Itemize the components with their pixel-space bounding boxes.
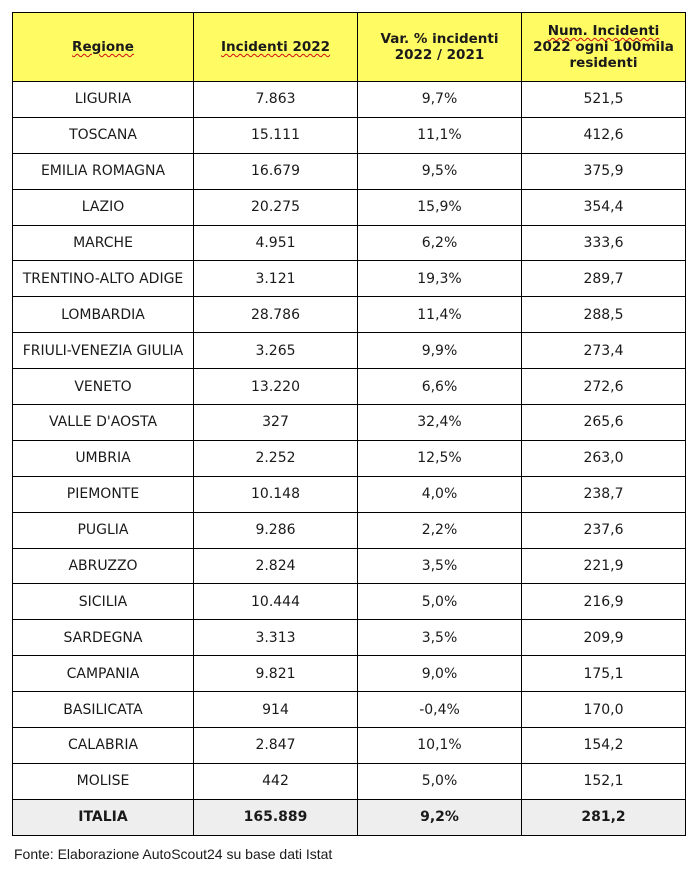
total-regione: ITALIA [13, 799, 194, 835]
table-row [13, 117, 686, 153]
cell-regione: PIEMONTE [13, 476, 194, 512]
cell-var: 3,5% [358, 548, 522, 584]
cell-regione: LOMBARDIA [13, 297, 194, 333]
cell-per100k: 170,0 [522, 692, 686, 728]
cell-var: 11,4% [358, 297, 522, 333]
cell-regione: BASILICATA [13, 692, 194, 728]
cell-incidenti: 9.821 [194, 656, 358, 692]
table-row [13, 620, 686, 656]
cell-regione: CAMPANIA [13, 656, 194, 692]
cell-var: 12,5% [358, 440, 522, 476]
cell-per100k: 238,7 [522, 476, 686, 512]
cell-var: 32,4% [358, 405, 522, 441]
table-row [13, 584, 686, 620]
table-row [13, 297, 686, 333]
cell-regione: LAZIO [13, 189, 194, 225]
header-var-line1: Var. % incidenti [380, 31, 499, 47]
cell-per100k: 175,1 [522, 656, 686, 692]
table-row [13, 261, 686, 297]
cell-var: 10,1% [358, 728, 522, 764]
cell-per100k: 221,9 [522, 548, 686, 584]
cell-var: 5,0% [358, 763, 522, 799]
cell-regione: PUGLIA [13, 512, 194, 548]
cell-incidenti: 327 [194, 405, 358, 441]
cell-incidenti: 10.148 [194, 476, 358, 512]
cell-regione: LIGURIA [13, 82, 194, 118]
cell-incidenti: 9.286 [194, 512, 358, 548]
cell-per100k: 289,7 [522, 261, 686, 297]
header-num-line1: Num. Incidenti [547, 23, 660, 39]
cell-incidenti: 10.444 [194, 584, 358, 620]
cell-per100k: 263,0 [522, 440, 686, 476]
total-row [13, 799, 686, 835]
table-row [13, 476, 686, 512]
cell-regione: VENETO [13, 369, 194, 405]
cell-incidenti: 442 [194, 763, 358, 799]
cell-var: 15,9% [358, 189, 522, 225]
cell-var: -0,4% [358, 692, 522, 728]
cell-incidenti: 7.863 [194, 82, 358, 118]
total-incidenti: 165.889 [194, 799, 358, 835]
cell-incidenti: 3.313 [194, 620, 358, 656]
cell-incidenti: 20.275 [194, 189, 358, 225]
cell-regione: SARDEGNA [13, 620, 194, 656]
cell-per100k: 288,5 [522, 297, 686, 333]
cell-per100k: 265,6 [522, 405, 686, 441]
cell-regione: EMILIA ROMAGNA [13, 153, 194, 189]
header-regione: Regione [13, 13, 194, 82]
cell-regione: TOSCANA [13, 117, 194, 153]
table-row [13, 512, 686, 548]
cell-incidenti: 16.679 [194, 153, 358, 189]
table-row [13, 692, 686, 728]
header-incidenti-2022: Incidenti 2022 [194, 13, 358, 82]
cell-per100k: 216,9 [522, 584, 686, 620]
table-row [13, 763, 686, 799]
cell-var: 4,0% [358, 476, 522, 512]
cell-per100k: 354,4 [522, 189, 686, 225]
header-var-line2: 2022 / 2021 [394, 47, 485, 63]
cell-var: 6,2% [358, 225, 522, 261]
table-row [13, 369, 686, 405]
cell-var: 9,5% [358, 153, 522, 189]
cell-regione: MARCHE [13, 225, 194, 261]
cell-per100k: 273,4 [522, 333, 686, 369]
cell-per100k: 152,1 [522, 763, 686, 799]
cell-per100k: 237,6 [522, 512, 686, 548]
cell-per100k: 412,6 [522, 117, 686, 153]
header-num-line2: 2022 ogni 100mila [533, 39, 674, 55]
table-row [13, 656, 686, 692]
total-per100k: 281,2 [522, 799, 686, 835]
cell-var: 5,0% [358, 584, 522, 620]
cell-var: 3,5% [358, 620, 522, 656]
cell-per100k: 209,9 [522, 620, 686, 656]
cell-var: 11,1% [358, 117, 522, 153]
cell-regione: UMBRIA [13, 440, 194, 476]
cell-incidenti: 2.824 [194, 548, 358, 584]
cell-regione: SICILIA [13, 584, 194, 620]
source-note: Fonte: Elaborazione AutoScout24 su base dati Istat [14, 846, 333, 862]
cell-incidenti: 13.220 [194, 369, 358, 405]
table-row [13, 440, 686, 476]
table-row [13, 548, 686, 584]
cell-incidenti: 15.111 [194, 117, 358, 153]
cell-incidenti: 2.847 [194, 728, 358, 764]
cell-regione: CALABRIA [13, 728, 194, 764]
header-num-line3: residenti [569, 55, 638, 71]
cell-incidenti: 28.786 [194, 297, 358, 333]
cell-incidenti: 2.252 [194, 440, 358, 476]
table-row [13, 333, 686, 369]
incidents-table [12, 12, 686, 836]
cell-var: 9,7% [358, 82, 522, 118]
cell-per100k: 272,6 [522, 369, 686, 405]
table-row [13, 153, 686, 189]
table-row [13, 405, 686, 441]
table-row [13, 189, 686, 225]
total-var: 9,2% [358, 799, 522, 835]
cell-incidenti: 4.951 [194, 225, 358, 261]
table-row [13, 728, 686, 764]
cell-regione: VALLE D'AOSTA [13, 405, 194, 441]
cell-var: 9,0% [358, 656, 522, 692]
cell-incidenti: 3.121 [194, 261, 358, 297]
table-row [13, 82, 686, 118]
cell-var: 9,9% [358, 333, 522, 369]
cell-incidenti: 914 [194, 692, 358, 728]
cell-regione: TRENTINO-ALTO ADIGE [13, 261, 194, 297]
cell-per100k: 333,6 [522, 225, 686, 261]
header-per-100k [522, 13, 686, 82]
cell-var: 2,2% [358, 512, 522, 548]
cell-var: 6,6% [358, 369, 522, 405]
cell-var: 19,3% [358, 261, 522, 297]
cell-incidenti: 3.265 [194, 333, 358, 369]
cell-regione: MOLISE [13, 763, 194, 799]
cell-per100k: 154,2 [522, 728, 686, 764]
header-row [13, 13, 686, 82]
header-var-pct [358, 13, 522, 82]
cell-per100k: 521,5 [522, 82, 686, 118]
cell-regione: FRIULI-VENEZIA GIULIA [13, 333, 194, 369]
cell-regione: ABRUZZO [13, 548, 194, 584]
table-row [13, 225, 686, 261]
cell-per100k: 375,9 [522, 153, 686, 189]
